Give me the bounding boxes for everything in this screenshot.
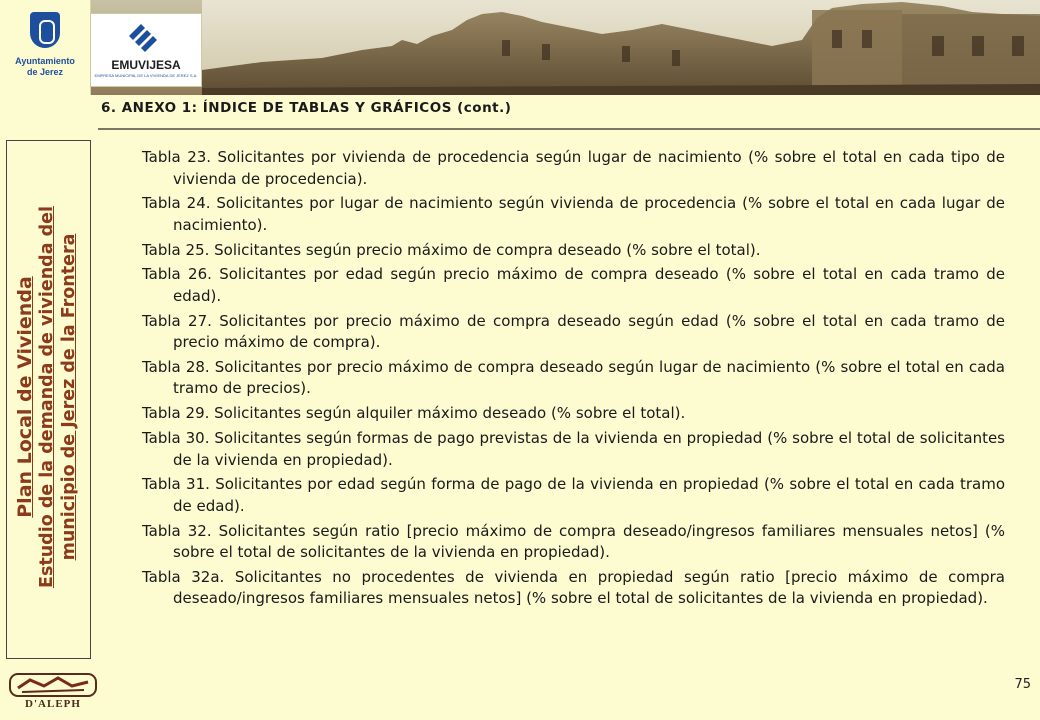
ayuntamiento-logo-line1: Ayuntamiento [15,56,75,66]
daleph-logo [8,672,98,712]
list-item: Tabla 30. Solicitantes según formas de pago previstas de la vivienda en propiedad (% sobre el total de solicitantes de la vivienda en propiedad). [142,429,1005,469]
sidebar-vertical-title [14,137,80,657]
list-item: Tabla 24. Solicitantes por lugar de nacimiento según vivienda de procedencia (% sobre el total en cada lugar de nacimiento). [142,194,1005,234]
list-item: Tabla 25. Solicitantes según precio máximo de compra deseado (% sobre el total). [142,240,761,259]
list-item: Tabla 31. Solicitantes por edad según forma de pago de la vivienda en propiedad (% sobre el total en cada tramo de edad). [142,475,1005,515]
page-number: 75 [1014,677,1031,692]
jerez-shield-icon [30,12,60,48]
header-banner [0,0,1040,95]
sidebar-line3: municipio de Jerez de la Frontera [59,233,79,561]
list-item: Tabla 28. Solicitantes por precio máximo de compra deseado según lugar de nacimiento (% sobre el total en cada tramo de precios). [142,357,1005,398]
ayuntamiento-logo-line2: de Jerez [26,67,64,77]
list-item: Tabla 23. Solicitantes por vivienda de procedencia según lugar de nacimiento (% sobre el total en cada tipo de vivienda de procedencia). [142,148,1005,188]
daleph-wordmark: D'ALEPH [25,698,81,710]
emuvijesa-name: EMUVIJESA [111,58,181,72]
emuvijesa-logo [90,13,202,87]
title-divider [98,128,1040,130]
list-item: Tabla 32. Solicitantes según ratio [precio máximo de compra deseado/ingresos familiares mensuales netos] (% sobre el total de solicitantes de la vivienda en propiedad). [142,521,1005,562]
section-title: 6. ANEXO 1: ÍNDICE DE TABLAS Y GRÁFICOS (cont.) [101,100,512,116]
emuvijesa-subtitle: EMPRESA MUNICIPAL DE LA VIVIENDA DE JEREZ S.A. [94,73,198,78]
list-item: Tabla 26. Solicitantes por edad según precio máximo de compra deseado (% sobre el total en cada tramo de edad). [142,265,1005,305]
cathedral-photo [202,0,1040,95]
ayuntamiento-logo [0,0,91,95]
sidebar-line2: Estudio de la demanda de vivienda del [37,206,57,589]
list-item: Tabla 29. Solicitantes según alquiler máximo deseado (% sobre el total). [142,404,686,423]
list-item: Tabla 27. Solicitantes por precio máximo de compra deseado según edad (% sobre el total en cada tramo de precio máximo de compra). [142,311,1005,352]
sidebar-line1: Plan Local de Vivienda [14,276,36,518]
daleph-emblem-icon [8,672,98,700]
table-index-list [142,147,1005,613]
list-item: Tabla 32a. Solicitantes no procedentes de vivienda en propiedad según ratio [precio máximo de compra deseado/ingresos familiares mensuales netos] (% sobre el total de solicitantes de la vivienda en propiedad). [142,567,1005,608]
emuvijesa-mark-icon [129,20,163,56]
